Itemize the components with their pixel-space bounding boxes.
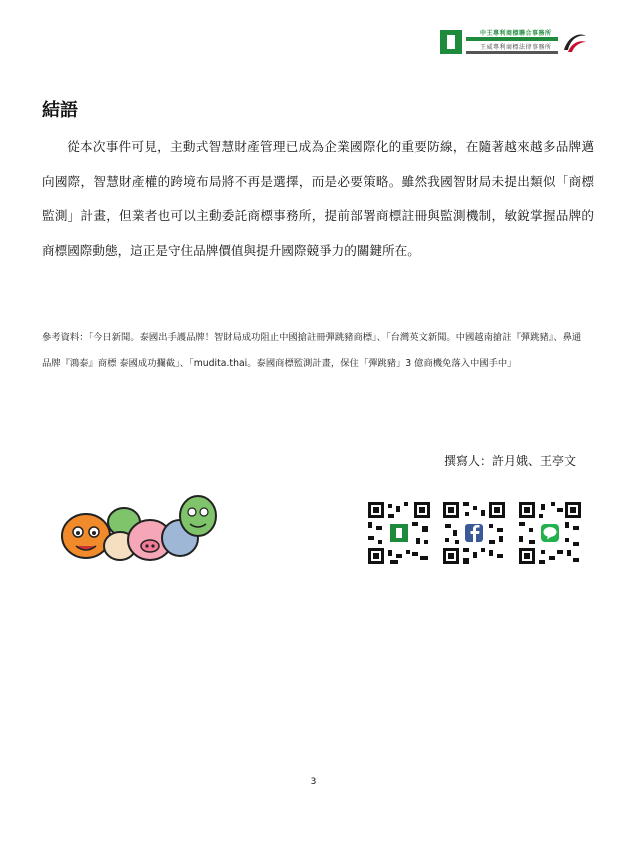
logo-bar	[466, 37, 558, 41]
references: 參考資料：「今日新聞。泰國出手護品牌！智財局成功阻止中國搶註冊彈跳豬商標」、「台灣英文新聞。中國越南搶註『彈跳豬』、鼻通品牌『鴻泰』商標 泰國成功攔截」、「mudita.thai。泰國商標監測計畫，保住「彈跳豬」3 億商機免落入中國手中」	[42, 332, 582, 369]
qr-code-website[interactable]	[366, 500, 432, 566]
qr-code-facebook[interactable]	[441, 500, 507, 566]
mascot-illustration-icon	[58, 488, 220, 570]
qr-code-line[interactable]	[517, 500, 583, 566]
section-heading: 結語	[42, 100, 78, 121]
swoosh-icon	[562, 30, 588, 54]
firm-logo-mark-icon	[440, 30, 462, 54]
logo-bar-secondary	[466, 51, 558, 54]
firm-name-secondary: 王威專利商標法律事務所	[480, 44, 552, 51]
firm-name-primary: 中王專利商標聯合事務所	[480, 30, 552, 37]
page-number: 3	[310, 777, 317, 787]
author-line: 撰寫人：許月娥、王亭文	[444, 454, 577, 468]
conclusion-paragraph: 從本次事件可見，主動式智慧財產管理已成為企業國際化的重要防線，在隨著越來越多品牌邁向國際，智慧財產權的跨境布局將不再是選擇，而是必要策略。雖然我國智財局未提出類似「商標監測」計畫，但業者也可以主動委託商標事務所，提前部署商標註冊與監測機制，敏銳掌握品牌的商標國際動態，這正是守住品牌價值與提升國際競爭力的關鍵所在。	[42, 139, 594, 258]
firm-logo	[440, 28, 590, 58]
